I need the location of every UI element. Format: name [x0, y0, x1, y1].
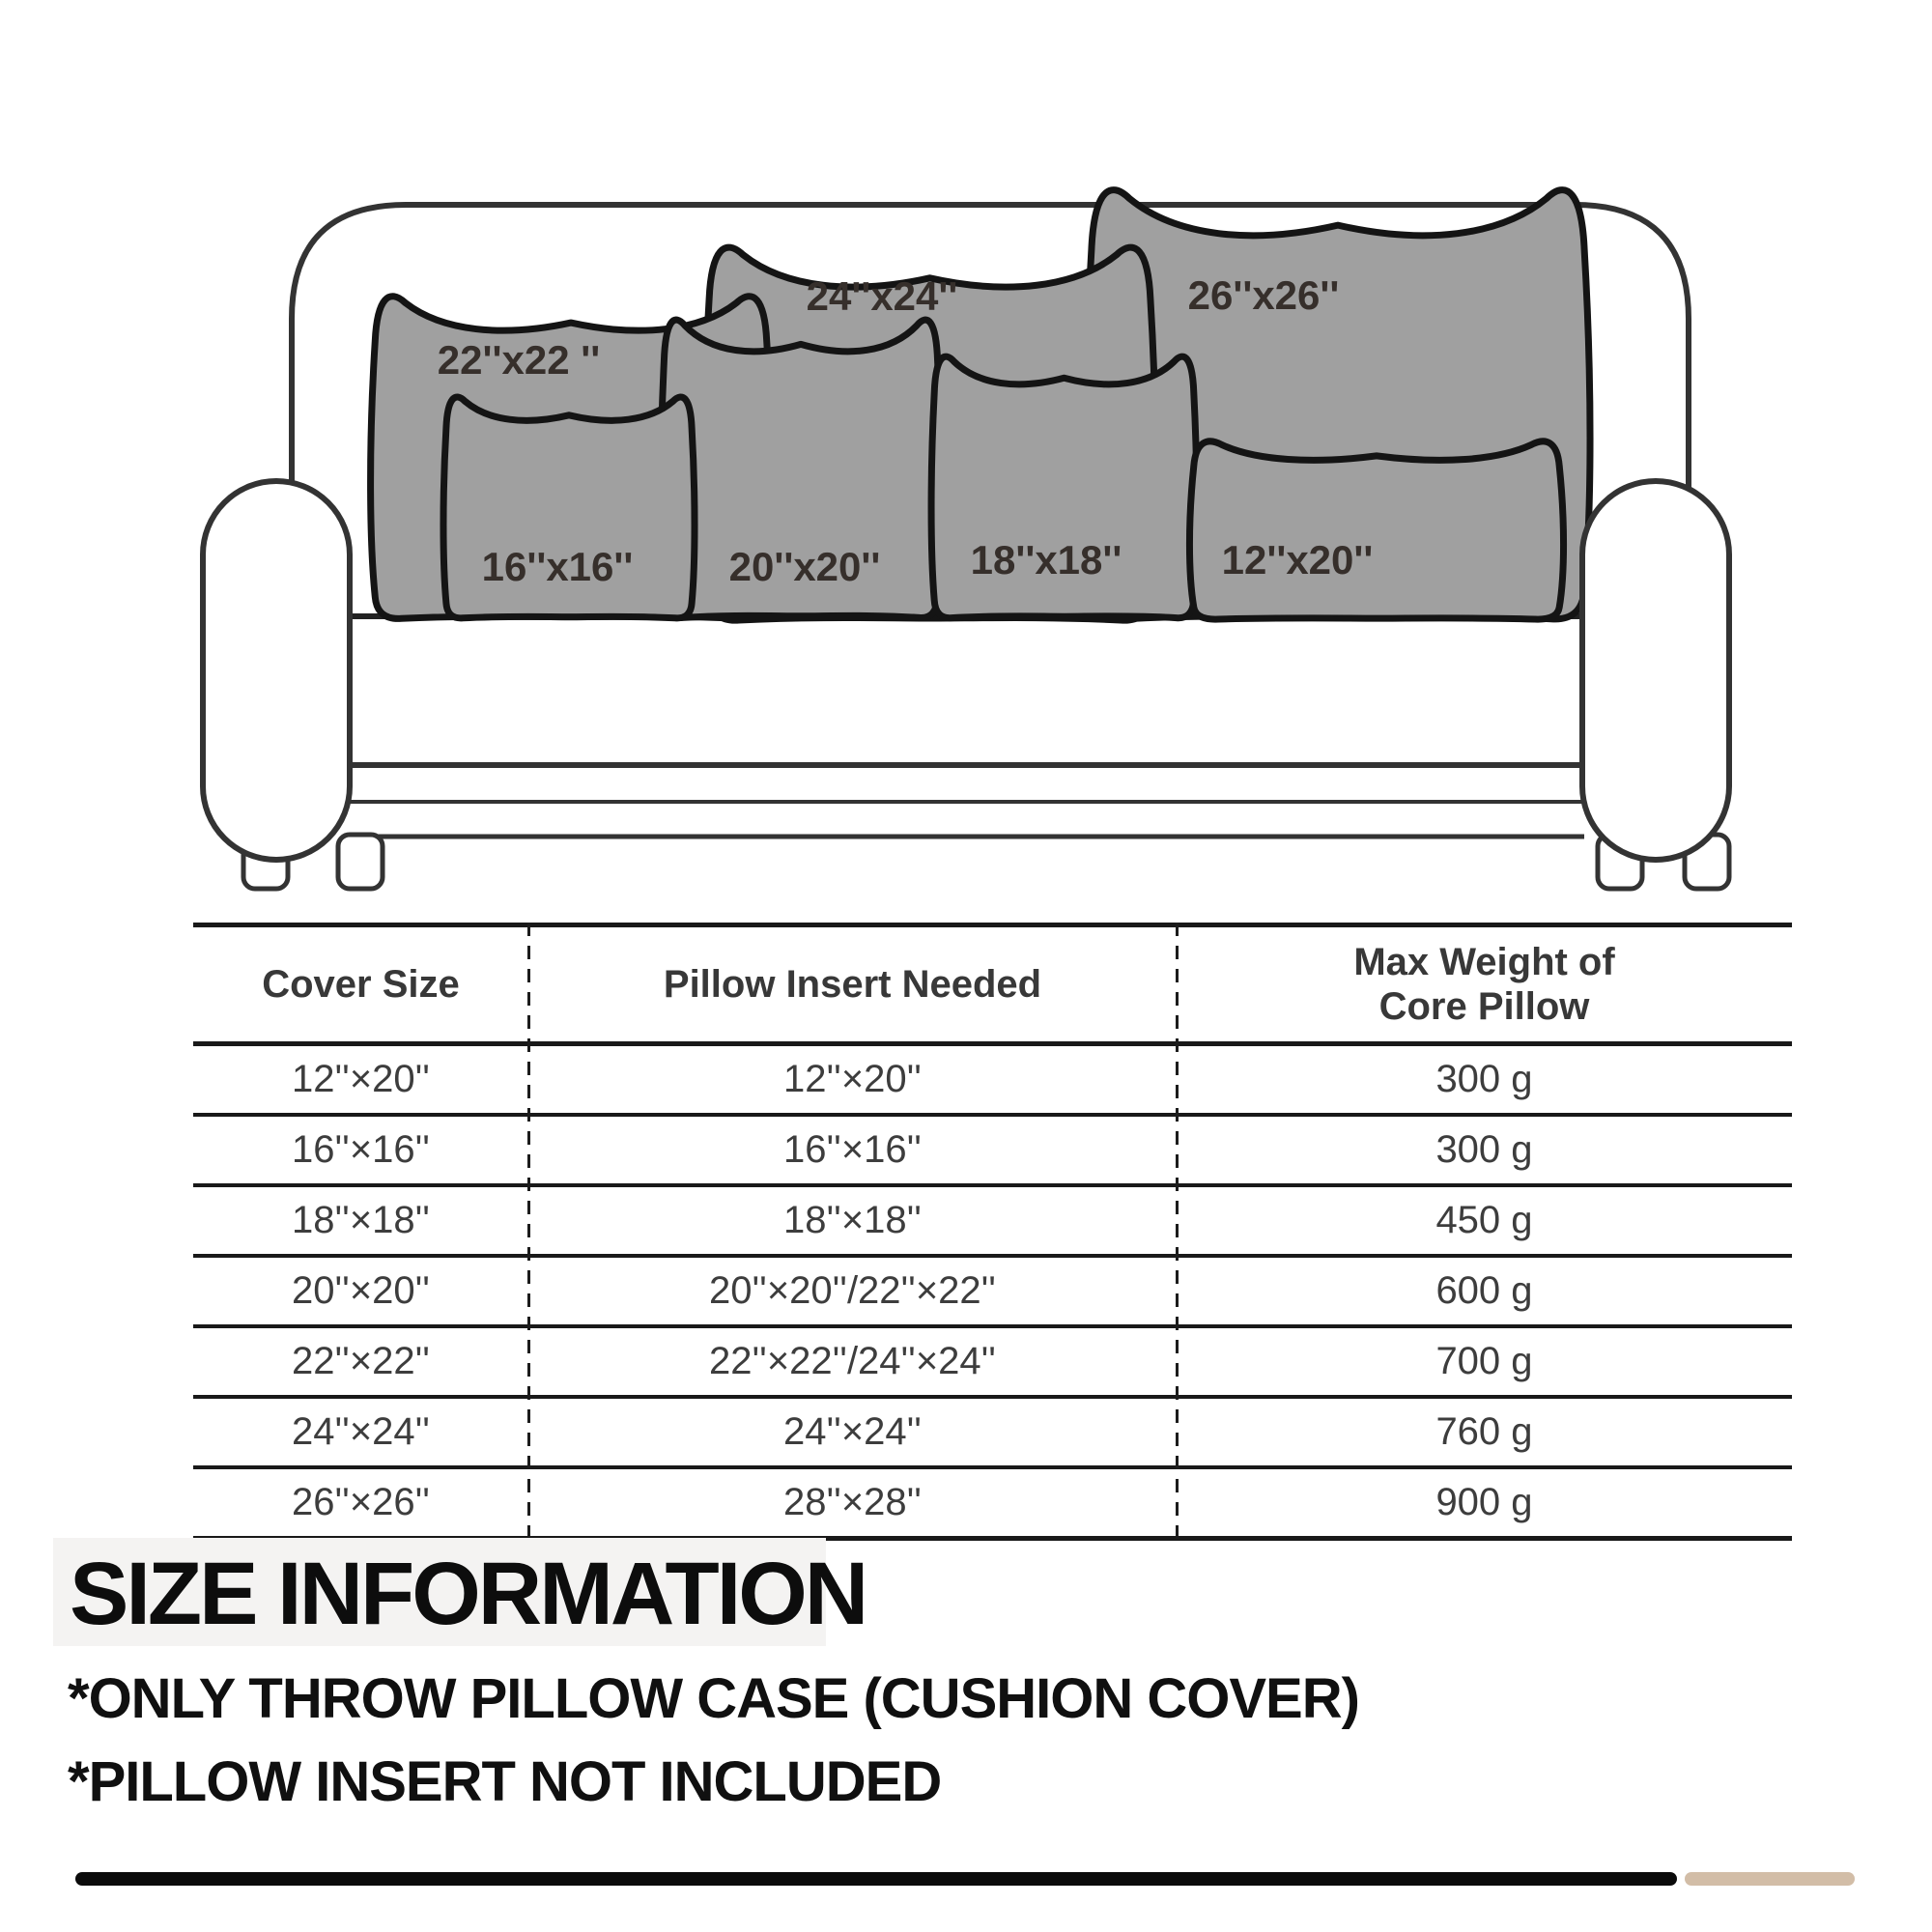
insert-cell: 16''×16'' — [783, 1128, 922, 1171]
col-header-cover-size: Cover Size — [262, 962, 460, 1006]
table-row — [193, 1046, 1792, 1117]
size-table — [193, 923, 1792, 1541]
footnote-line: *PILLOW INSERT NOT INCLUDED — [68, 1750, 942, 1813]
weight-cell: 300 g — [1435, 1128, 1533, 1171]
sofa-leg — [338, 835, 383, 889]
bottom-bar-beige-segment — [1685, 1872, 1855, 1886]
insert-cell: 18''×18'' — [783, 1199, 922, 1241]
weight-cell: 300 g — [1435, 1058, 1533, 1100]
pillow-12x20 — [1189, 441, 1563, 619]
insert-cell: 22''×22''/24''×24'' — [709, 1340, 996, 1382]
insert-cell: 28''×28'' — [783, 1481, 922, 1523]
insert-cell: 24''×24'' — [783, 1410, 922, 1453]
cover-size-cell: 20''×20'' — [292, 1269, 430, 1312]
footnote-line: *ONLY THROW PILLOW CASE (CUSHION COVER) — [68, 1667, 1359, 1730]
table-row — [193, 1258, 1792, 1328]
weight-cell: 600 g — [1435, 1269, 1533, 1312]
cover-size-cell: 12''×20'' — [292, 1058, 430, 1100]
pillow-22x22-label: 22''x22 '' — [437, 337, 601, 383]
table-divider-dashed — [1176, 923, 1179, 1541]
pillow-16x16-label: 16''x16'' — [481, 544, 634, 589]
table-row — [193, 1328, 1792, 1399]
pillow-26x26-label: 26''x26'' — [1187, 272, 1340, 318]
table-row — [193, 1117, 1792, 1187]
table-divider-dashed — [527, 923, 530, 1541]
insert-cell: 20''×20''/22''×22'' — [709, 1269, 996, 1312]
cover-size-cell: 24''×24'' — [292, 1410, 430, 1453]
col-header-insert: Pillow Insert Needed — [663, 962, 1042, 1006]
cover-size-cell: 26''×26'' — [292, 1481, 430, 1523]
weight-cell: 900 g — [1435, 1481, 1533, 1523]
col-header-max-weight-line1: Max Weight of — [1353, 940, 1615, 983]
cover-size-cell: 18''×18'' — [292, 1199, 430, 1241]
pillow-24x24-label: 24''x24'' — [806, 273, 958, 319]
table-header-row — [193, 923, 1792, 1046]
weight-cell: 700 g — [1435, 1340, 1533, 1382]
cover-size-cell: 22''×22'' — [292, 1340, 430, 1382]
bottom-bar-black-segment — [75, 1872, 1677, 1886]
col-header-max-weight — [1177, 927, 1792, 1041]
insert-cell: 12''×20'' — [783, 1058, 922, 1100]
pillow-12x20-label: 12''x20'' — [1221, 537, 1374, 582]
table-row — [193, 1187, 1792, 1258]
pillow-20x20-label: 20''x20'' — [728, 544, 881, 589]
weight-cell: 760 g — [1435, 1410, 1533, 1453]
sofa-arm-right — [1582, 481, 1729, 860]
cover-size-cell: 16''×16'' — [292, 1128, 430, 1171]
page-title: SIZE INFORMATION — [70, 1545, 867, 1643]
table-row — [193, 1469, 1792, 1541]
table-row — [193, 1399, 1792, 1469]
weight-cell: 450 g — [1435, 1199, 1533, 1241]
col-header-max-weight-line2: Core Pillow — [1378, 985, 1590, 1028]
footnotes — [68, 1658, 1359, 1824]
pillow-18x18-label: 18''x18'' — [970, 537, 1122, 582]
sofa-arm-left — [203, 481, 350, 860]
